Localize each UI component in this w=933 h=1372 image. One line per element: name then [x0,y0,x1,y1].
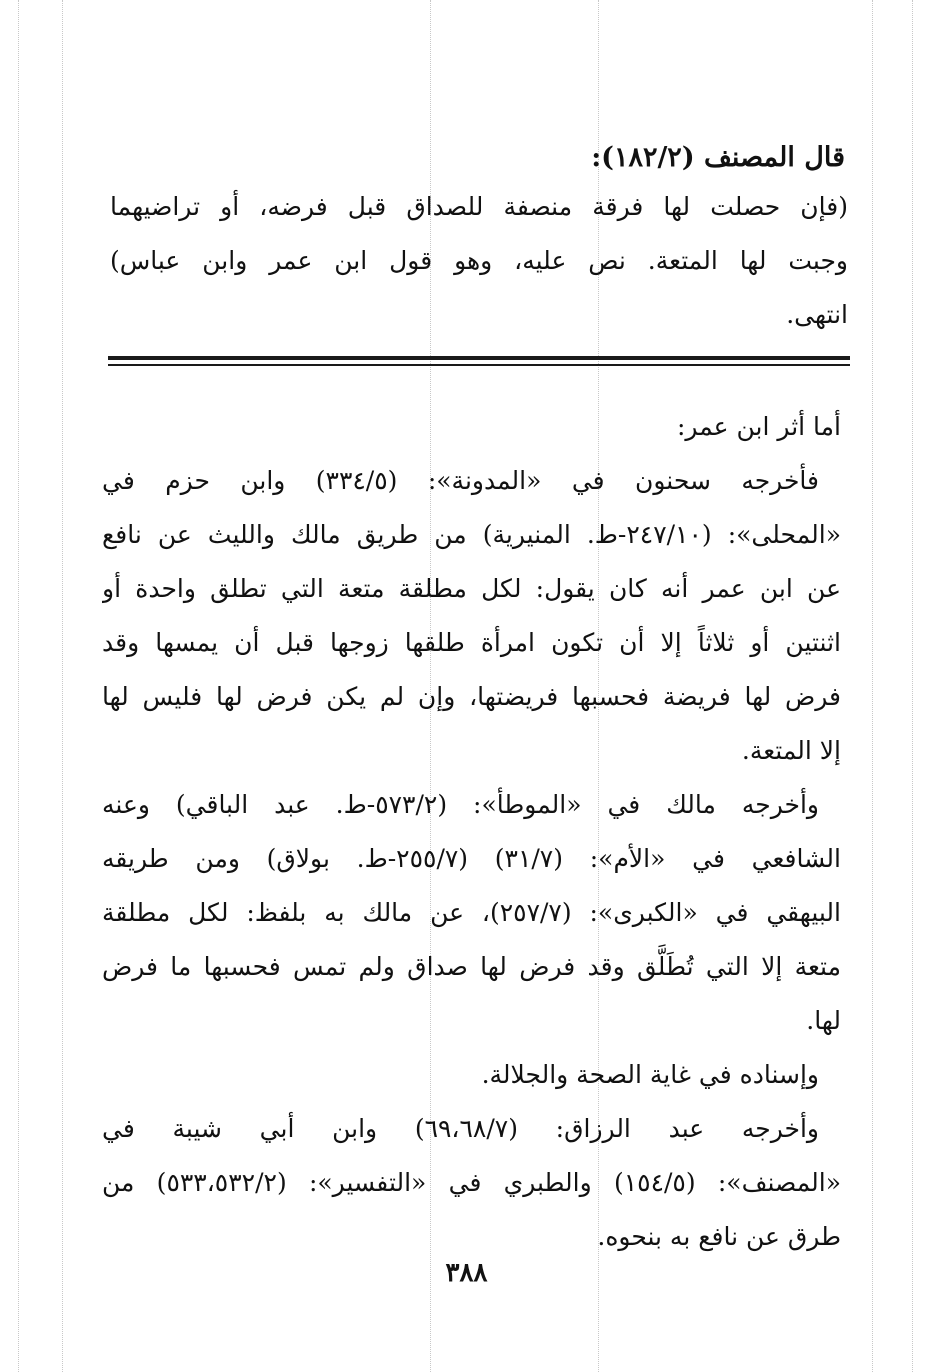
body-line: وأخرجه مالك في «الموطأ»: (٥٧٣/٢-ط. عبد الباقي) وعنه [102,790,819,819]
body-line: فرض لها فريضة فحسبها فريضتها، وإن لم يكن فرض لها فليس لها [102,682,841,711]
body-line: «المحلى»: (٢٤٧/١٠-ط. المنيرية) من طريق مالك والليث عن نافع [102,520,841,549]
double-rule-separator [108,356,850,370]
quoted-passage [110,180,848,342]
body-line: لها. [806,1006,841,1035]
body-line: طرق عن نافع به بنحوه. [597,1222,841,1251]
body-line: متعة إلا التي تُطَلَّق وقد فرض لها صداق ولم تمس فحسبها ما فرض [102,952,841,981]
scan-guide-line [872,0,873,1372]
body-line: أما أثر ابن عمر: [676,412,841,441]
body-line: فأخرجه سحنون في «المدونة»: (٣٣٤/٥) وابن حزم في [102,466,819,495]
page-number: ٣٨٨ [445,1258,488,1288]
body-line: وإسناده في غاية الصحة والجلالة. [481,1060,819,1089]
quote-line: انتهى. [786,300,848,329]
scan-guide-line [62,0,63,1372]
body-line: وأخرجه عبد الرزاق: (٦٩،٦٨/٧) وابن أبي شيبة في [102,1114,820,1143]
body-line: البيهقي في «الكبرى»: (٢٥٧/٧)، عن مالك به بلفظ: لكل مطلقة [102,898,841,927]
section-heading: قال المصنف (١٨٢/٢): [591,142,845,173]
commentary-body [102,400,841,1264]
quote-line: (فإن حصلت لها فرقة منصفة للصداق قبل فرضه، أو تراضيهما [110,192,848,221]
separator-thick-rule [108,356,850,360]
body-line: اثنتين أو ثلاثاً إلا أن تكون امرأة طلقها زوجها قبل أن يمسها وقد [102,628,841,657]
body-line: إلا المتعة. [741,736,841,765]
scan-guide-line [912,0,913,1372]
scan-guide-line [18,0,19,1372]
body-line: الشافعي في «الأم»: (٣١/٧) (٢٥٥/٧-ط. بولاق) ومن طريقه [102,844,841,873]
quote-line: وجبت لها المتعة. نص عليه، وهو قول ابن عمر وابن عباس) [110,246,848,275]
body-line: عن ابن عمر أنه كان يقول: لكل مطلقة متعة التي تطلق واحدة أو [102,574,841,603]
body-line: «المصنف»: (١٥٤/٥) والطبري في «التفسير»: (٥٣٣،٥٣٢/٢) من [102,1168,841,1197]
separator-thin-rule [108,364,850,366]
